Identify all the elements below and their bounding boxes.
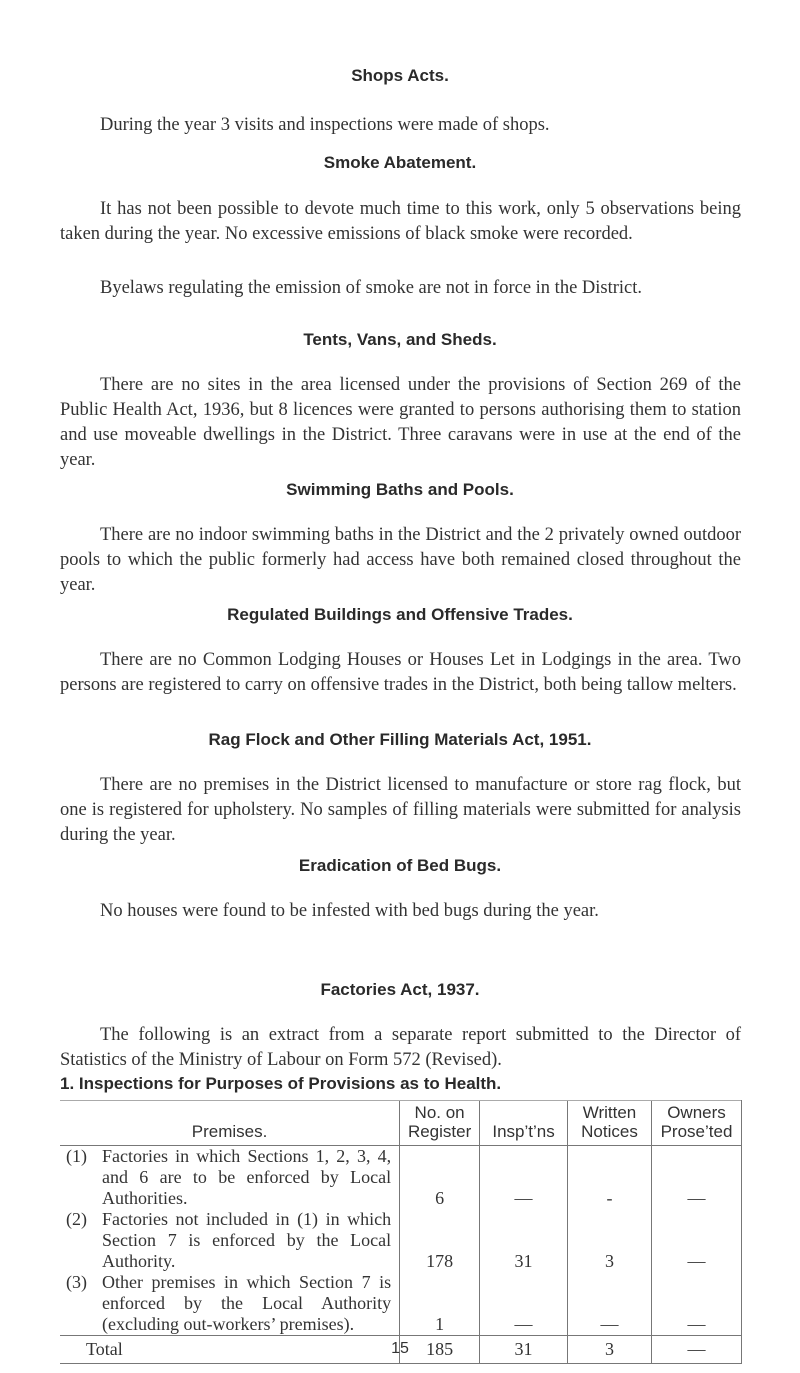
paragraph-shops: During the year 3 visits and inspections were made of shops. [100, 115, 550, 135]
table-header-row [60, 1101, 742, 1146]
table-row [60, 1272, 742, 1336]
heading-bed-bugs: Eradication of Bed Bugs. [298, 856, 502, 875]
register-cell: 1 [400, 1272, 480, 1336]
table-row [60, 1209, 742, 1272]
paragraph-smoke-2: Byelaws regulating the emission of smoke are not in force in the District. [100, 278, 643, 298]
row-number: (2) [66, 1209, 87, 1229]
paragraph-bed-bugs: No houses were found to be infested with bed bugs during the year. [100, 901, 599, 921]
heading-smoke-abatement: Smoke Abatement. [323, 153, 477, 172]
total-register: 185 [400, 1336, 480, 1364]
subheading-inspections: 1. Inspections for Purposes of Provisions as to Health. [60, 1074, 502, 1093]
heading-shops-acts: Shops Acts. [351, 66, 449, 85]
inspections-table [60, 1100, 742, 1364]
notices-cell: - [568, 1146, 652, 1210]
header-inspections: Insp’t’ns [480, 1101, 568, 1146]
premises-cell: (3) Other premises in which Section 7 is enforced by the Local Authority (excluding out-workers’ premises). [66, 1272, 392, 1334]
heading-factories-act: Factories Act, 1937. [320, 980, 480, 999]
header-written-notices: Written Notices [568, 1101, 652, 1146]
row-number: (1) [66, 1146, 87, 1166]
paragraph-swimming: There are no indoor swimming baths in the District and the 2 privately owned outdoor pools to which the public formerly had access have both remained closed throughout the year. [60, 525, 741, 595]
total-inspections: 31 [480, 1336, 568, 1364]
header-premises: Premises. [60, 1101, 400, 1146]
table-row [60, 1146, 742, 1210]
header-no-on-register: No. on Register [400, 1101, 480, 1146]
register-cell: 6 [400, 1146, 480, 1210]
page-number: 15 [391, 1340, 409, 1357]
heading-regulated-buildings: Regulated Buildings and Offensive Trades. [227, 605, 573, 624]
register-cell: 178 [400, 1209, 480, 1272]
paragraph-smoke-1: It has not been possible to devote much time to this work, only 5 observations being taken during the year. No excessive emissions of black smoke were recorded. [60, 199, 741, 244]
prosecuted-cell: — [651, 1209, 741, 1272]
row-number: (3) [66, 1272, 87, 1292]
total-label: Total [60, 1336, 400, 1364]
inspections-cell: — [480, 1146, 568, 1210]
inspections-cell: 31 [480, 1209, 568, 1272]
premises-cell: (1) Factories in which Sections 1, 2, 3, 4, and 6 are to be enforced by Local Authorities. [66, 1146, 392, 1208]
total-notices: 3 [568, 1336, 652, 1364]
paragraph-tents: There are no sites in the area licensed under the provisions of Section 269 of the Public Health Act, 1936, but 8 licences were granted to persons authorising them to station and use moveable dwellings in the District. Three caravans were in use at the end of the year. [60, 375, 741, 470]
paragraph-regulated: There are no Common Lodging Houses or Houses Let in Lodgings in the area. Two persons are registered to carry on offensive trades in the District, both being tallow melters. [60, 650, 741, 695]
heading-tents-vans-sheds: Tents, Vans, and Sheds. [303, 330, 497, 349]
heading-swimming-baths: Swimming Baths and Pools. [286, 480, 514, 499]
paragraph-factories: The following is an extract from a separate report submitted to the Director of Statistics of the Ministry of Labour on Form 572 (Revised). [60, 1025, 741, 1070]
heading-rag-flock: Rag Flock and Other Filling Materials Act, 1951. [208, 730, 592, 749]
prosecuted-cell: — [651, 1146, 741, 1210]
notices-cell: — [568, 1272, 652, 1336]
premises-cell: (2) Factories not included in (1) in which Section 7 is enforced by the Local Authority. [66, 1209, 392, 1271]
paragraph-rag-flock: There are no premises in the District licensed to manufacture or store rag flock, but one is registered for upholstery. No samples of filling materials were submitted for analysis during the year. [60, 775, 741, 845]
inspections-cell: — [480, 1272, 568, 1336]
notices-cell: 3 [568, 1209, 652, 1272]
header-owners-prosecuted: Owners Prose’ted [651, 1101, 741, 1146]
total-prosecuted: — [651, 1336, 741, 1364]
prosecuted-cell: — [651, 1272, 741, 1336]
